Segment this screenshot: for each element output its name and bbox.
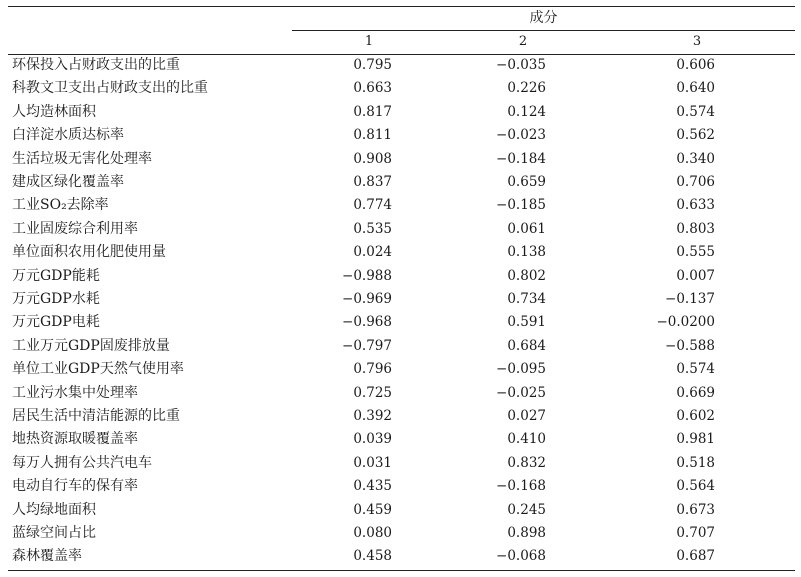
table-cell-component-1: 0.796 <box>353 361 392 378</box>
table-cell-component-1: 0.039 <box>353 431 392 448</box>
table-cell-component-1: 0.725 <box>353 384 392 401</box>
table-row-label: 人均造林面积 <box>12 103 96 120</box>
table-cell-component-3: 0.555 <box>676 244 715 261</box>
table-cell-component-2: 0.061 <box>507 220 546 237</box>
table-cell-component-2: −0.184 <box>496 150 546 167</box>
table-cell-component-3: 0.602 <box>676 408 715 424</box>
table-cell-component-2: 0.802 <box>507 267 546 284</box>
table-cell-component-1: 0.458 <box>353 548 392 565</box>
table-row-label: 万元GDP电耗 <box>12 314 100 331</box>
table-row-label: 白洋淀水质达标率 <box>12 127 124 144</box>
table-row-label: 生活垃圾无害化处理率 <box>12 150 152 167</box>
table-cell-component-2: −0.023 <box>496 127 546 144</box>
table-cell-component-3: 0.707 <box>676 525 715 541</box>
table-cell-component-3: 0.673 <box>676 501 715 518</box>
table-cell-component-2: −0.185 <box>496 197 546 214</box>
table-cell-component-3: 0.518 <box>676 454 715 471</box>
table-cell-component-1: 0.535 <box>353 220 392 237</box>
table-cell-component-3: −0.588 <box>665 337 715 354</box>
table-cell-component-1: 0.795 <box>353 57 392 73</box>
table-cell-component-1: 0.435 <box>353 478 392 495</box>
table-cell-component-3: 0.574 <box>676 103 715 120</box>
table-cell-component-1: 0.024 <box>353 244 392 261</box>
table-row-label: 蓝绿空间占比 <box>12 525 96 541</box>
table-cell-component-1: 0.774 <box>353 197 392 214</box>
table-row-label: 居民生活中清洁能源的比重 <box>12 408 180 424</box>
table-cell-component-3: 0.574 <box>676 361 715 378</box>
table-cell-component-2: 0.124 <box>507 103 546 120</box>
table-cell-component-3: 0.640 <box>676 80 715 97</box>
table-cell-component-2: 0.591 <box>507 314 546 331</box>
column-header-1: 1 <box>364 34 374 49</box>
table-cell-component-2: 0.659 <box>507 174 546 190</box>
table-cell-component-2: −0.025 <box>496 384 546 401</box>
table-cell-component-3: 0.633 <box>676 197 715 214</box>
table-row-label: 人均绿地面积 <box>12 501 96 518</box>
table-cell-component-1: 0.908 <box>353 150 392 167</box>
table-cell-component-2: 0.226 <box>507 80 546 97</box>
table-cell-component-3: 0.562 <box>676 127 715 144</box>
table-cell-component-2: 0.138 <box>507 244 546 261</box>
table-cell-component-2: 0.245 <box>507 501 546 518</box>
table-cell-component-3: 0.981 <box>676 431 715 448</box>
table-row-label: 单位工业GDP天然气使用率 <box>12 361 184 378</box>
table-cell-component-3: 0.606 <box>676 57 715 73</box>
table-cell-component-3: 0.803 <box>676 220 715 237</box>
table-row-label: 环保投入占财政支出的比重 <box>12 57 180 73</box>
table-cell-component-1: −0.969 <box>342 291 392 307</box>
table-cell-component-2: −0.168 <box>496 478 546 495</box>
table-cell-component-2: 0.832 <box>507 454 546 471</box>
table-cell-component-2: −0.035 <box>496 57 546 73</box>
table-row-label: 科教文卫支出占财政支出的比重 <box>12 80 208 97</box>
table-row-label: 森林覆盖率 <box>12 548 82 565</box>
table-row-label: 单位面积农用化肥使用量 <box>12 244 166 261</box>
group-header: 成分 <box>529 10 558 26</box>
table-bottom-rule <box>8 570 795 571</box>
table-row-label: 地热资源取暖覆盖率 <box>12 431 138 448</box>
table-cell-component-2: 0.027 <box>507 408 546 424</box>
table-cell-component-2: 0.898 <box>507 525 546 541</box>
table-row-label: 万元GDP水耗 <box>12 291 100 307</box>
table-row-label: 工业万元GDP固废排放量 <box>12 337 170 354</box>
table-cell-component-1: 0.837 <box>353 174 392 190</box>
table-row-label: 万元GDP能耗 <box>12 267 100 284</box>
table-cell-component-1: 0.663 <box>353 80 392 97</box>
table-cell-component-3: 0.706 <box>676 174 715 190</box>
group-header-rule <box>292 30 795 31</box>
table-cell-component-1: 0.817 <box>353 103 392 120</box>
table-cell-component-1: 0.459 <box>353 501 392 518</box>
table-row-label: 工业固废综合利用率 <box>12 220 138 237</box>
table-cell-component-3: 0.669 <box>676 384 715 401</box>
table-cell-component-1: 0.392 <box>353 408 392 424</box>
table-cell-component-3: 0.564 <box>676 478 715 495</box>
table-cell-component-1: 0.811 <box>353 127 392 144</box>
table-cell-component-2: −0.068 <box>496 548 546 565</box>
table-row-label: 工业污水集中处理率 <box>12 384 138 401</box>
table-cell-component-1: −0.968 <box>342 314 392 331</box>
table-cell-component-1: −0.797 <box>342 337 392 354</box>
table-cell-component-1: 0.031 <box>353 454 392 471</box>
table-row-label: 工业SO₂去除率 <box>12 197 109 214</box>
table-cell-component-3: 0.007 <box>676 267 715 284</box>
table-cell-component-3: 0.340 <box>676 150 715 167</box>
table-row-label: 建成区绿化覆盖率 <box>12 174 124 190</box>
table-cell-component-2: 0.684 <box>507 337 546 354</box>
table-row-label: 电动自行车的保有率 <box>12 478 138 495</box>
table-cell-component-2: −0.095 <box>496 361 546 378</box>
table-cell-component-3: −0.0200 <box>656 314 715 331</box>
table-cell-component-2: 0.410 <box>507 431 546 448</box>
table-row-label: 每万人拥有公共汽电车 <box>12 454 152 471</box>
table-cell-component-2: 0.734 <box>507 291 546 307</box>
table-cell-component-3: 0.687 <box>676 548 715 565</box>
column-header-3: 3 <box>692 34 702 49</box>
table-cell-component-1: −0.988 <box>342 267 392 284</box>
column-header-2: 2 <box>518 34 528 49</box>
table-cell-component-3: −0.137 <box>665 291 715 307</box>
table-cell-component-1: 0.080 <box>353 525 392 541</box>
